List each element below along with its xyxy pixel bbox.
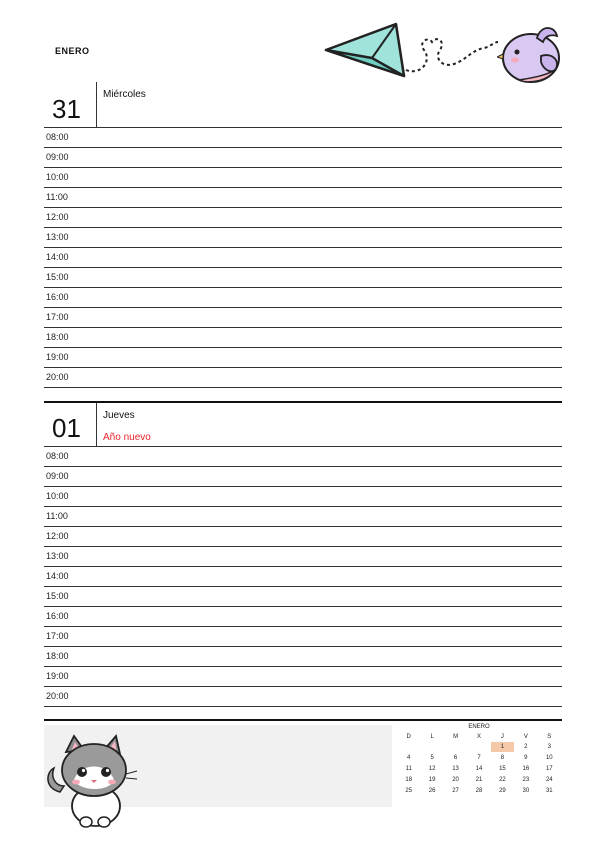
hour-slots (44, 447, 562, 707)
calendar-day[interactable]: 31 (545, 788, 553, 794)
mini-calendar-title: ENERO (468, 724, 490, 730)
holiday-note: Año nuevo (103, 432, 151, 443)
calendar-day[interactable]: 23 (522, 777, 530, 783)
weekday-header: S (547, 734, 552, 740)
mini-calendar-grid (397, 733, 561, 742)
calendar-day[interactable]: 3 (547, 744, 551, 750)
hour-label: 08:00 (46, 451, 69, 461)
hour-label: 09:00 (46, 152, 69, 162)
hour-slot[interactable] (44, 168, 562, 188)
calendar-day[interactable]: 30 (522, 788, 530, 794)
paper-plane-icon (322, 20, 502, 82)
hour-slot[interactable] (44, 607, 562, 627)
calendar-day[interactable]: 12 (428, 766, 436, 772)
hour-slot[interactable] (44, 308, 562, 328)
weekday-header: J (500, 734, 504, 740)
day-header (44, 401, 562, 447)
hour-label: 12:00 (46, 212, 69, 222)
hour-slot[interactable] (44, 587, 562, 607)
hour-label: 13:00 (46, 551, 69, 561)
calendar-day[interactable]: 18 (405, 777, 413, 783)
hour-label: 08:00 (46, 132, 69, 142)
calendar-day[interactable]: 15 (499, 766, 506, 772)
hour-slot[interactable] (44, 248, 562, 268)
calendar-day[interactable]: 8 (500, 755, 505, 761)
calendar-day (444, 742, 467, 752)
calendar-day[interactable]: 29 (499, 788, 506, 794)
hour-label: 13:00 (46, 232, 69, 242)
calendar-day[interactable]: 24 (545, 777, 553, 783)
mini-calendar (397, 724, 561, 796)
calendar-day[interactable]: 19 (428, 777, 436, 783)
day-number: 31 (52, 94, 81, 124)
hour-slot[interactable] (44, 627, 562, 647)
hour-label: 12:00 (46, 531, 69, 541)
hour-slot[interactable] (44, 228, 562, 248)
calendar-day[interactable]: 7 (477, 755, 481, 761)
hour-label: 11:00 (46, 511, 68, 521)
calendar-day[interactable]: 21 (475, 777, 483, 783)
hour-slot[interactable] (44, 647, 562, 667)
calendar-day[interactable]: 10 (545, 755, 553, 761)
calendar-day (420, 742, 443, 752)
calendar-day[interactable]: 27 (452, 788, 459, 794)
hour-label: 20:00 (46, 372, 69, 382)
hour-slot[interactable] (44, 268, 562, 288)
hour-label: 16:00 (46, 292, 69, 302)
hour-label: 15:00 (46, 591, 69, 601)
hour-slot[interactable] (44, 148, 562, 168)
calendar-day[interactable]: 14 (475, 766, 483, 772)
weekday-header: V (523, 734, 528, 740)
weekday-header: X (476, 734, 481, 740)
hour-label: 14:00 (46, 252, 69, 262)
hour-label: 17:00 (46, 631, 69, 641)
calendar-day[interactable]: 9 (524, 755, 528, 761)
hour-slot[interactable] (44, 188, 562, 208)
hour-label: 09:00 (46, 471, 69, 481)
calendar-day[interactable]: 17 (545, 766, 553, 772)
day-number: 01 (52, 413, 81, 443)
hour-label: 20:00 (46, 691, 69, 701)
hour-slot[interactable] (44, 687, 562, 707)
hour-label: 19:00 (46, 352, 69, 362)
hour-label: 18:00 (46, 332, 69, 342)
day-separator (96, 403, 97, 446)
calendar-day[interactable]: 4 (407, 755, 411, 761)
calendar-day[interactable]: 25 (405, 788, 413, 794)
hour-label: 19:00 (46, 671, 69, 681)
bird-icon (497, 22, 565, 86)
calendar-day (467, 742, 490, 752)
calendar-day[interactable]: 1 (491, 742, 514, 752)
hour-slot[interactable] (44, 128, 562, 148)
weekday-header: D (406, 734, 411, 740)
hour-label: 14:00 (46, 571, 69, 581)
calendar-day (397, 742, 420, 752)
hour-slot[interactable] (44, 208, 562, 228)
hour-label: 11:00 (46, 192, 68, 202)
heart-trail-icon (406, 39, 498, 71)
day-separator (96, 82, 97, 127)
calendar-day[interactable]: 2 (524, 744, 528, 750)
calendar-day[interactable]: 20 (452, 777, 459, 783)
hour-slots (44, 128, 562, 388)
hour-slot[interactable] (44, 447, 562, 467)
calendar-day[interactable]: 11 (405, 766, 412, 772)
weekday-header: L (430, 734, 434, 740)
hour-slot[interactable] (44, 348, 562, 368)
cat-icon (40, 732, 140, 832)
hour-label: 18:00 (46, 651, 69, 661)
calendar-day[interactable]: 13 (452, 766, 459, 772)
hour-slot[interactable] (44, 328, 562, 348)
day-block-01 (44, 401, 562, 707)
hour-label: 16:00 (46, 611, 69, 621)
hour-label: 15:00 (46, 272, 69, 282)
hour-label: 10:00 (46, 172, 69, 182)
calendar-day[interactable]: 6 (453, 755, 458, 761)
hour-slot[interactable] (44, 467, 562, 487)
hour-slot[interactable] (44, 368, 562, 388)
footer-divider (44, 719, 562, 721)
day-block-31 (44, 82, 562, 388)
hour-slot[interactable] (44, 547, 562, 567)
day-header (44, 82, 562, 128)
calendar-day[interactable]: 22 (499, 777, 506, 783)
calendar-day[interactable]: 26 (428, 788, 436, 794)
hour-label: 17:00 (46, 312, 69, 322)
month-title: ENERO (55, 46, 90, 56)
weekday-label: Miércoles (103, 89, 146, 100)
calendar-day[interactable]: 5 (430, 755, 434, 761)
weekday-header: M (453, 734, 459, 740)
hour-slot[interactable] (44, 567, 562, 587)
mini-calendar-days (397, 742, 561, 796)
hour-slot[interactable] (44, 487, 562, 507)
hour-label: 10:00 (46, 491, 69, 501)
hour-slot[interactable] (44, 288, 562, 308)
hour-slot[interactable] (44, 667, 562, 687)
calendar-day[interactable]: 28 (475, 788, 483, 794)
hour-slot[interactable] (44, 527, 562, 547)
calendar-day[interactable]: 16 (522, 766, 530, 772)
weekday-label: Jueves (103, 410, 135, 421)
hour-slot[interactable] (44, 507, 562, 527)
